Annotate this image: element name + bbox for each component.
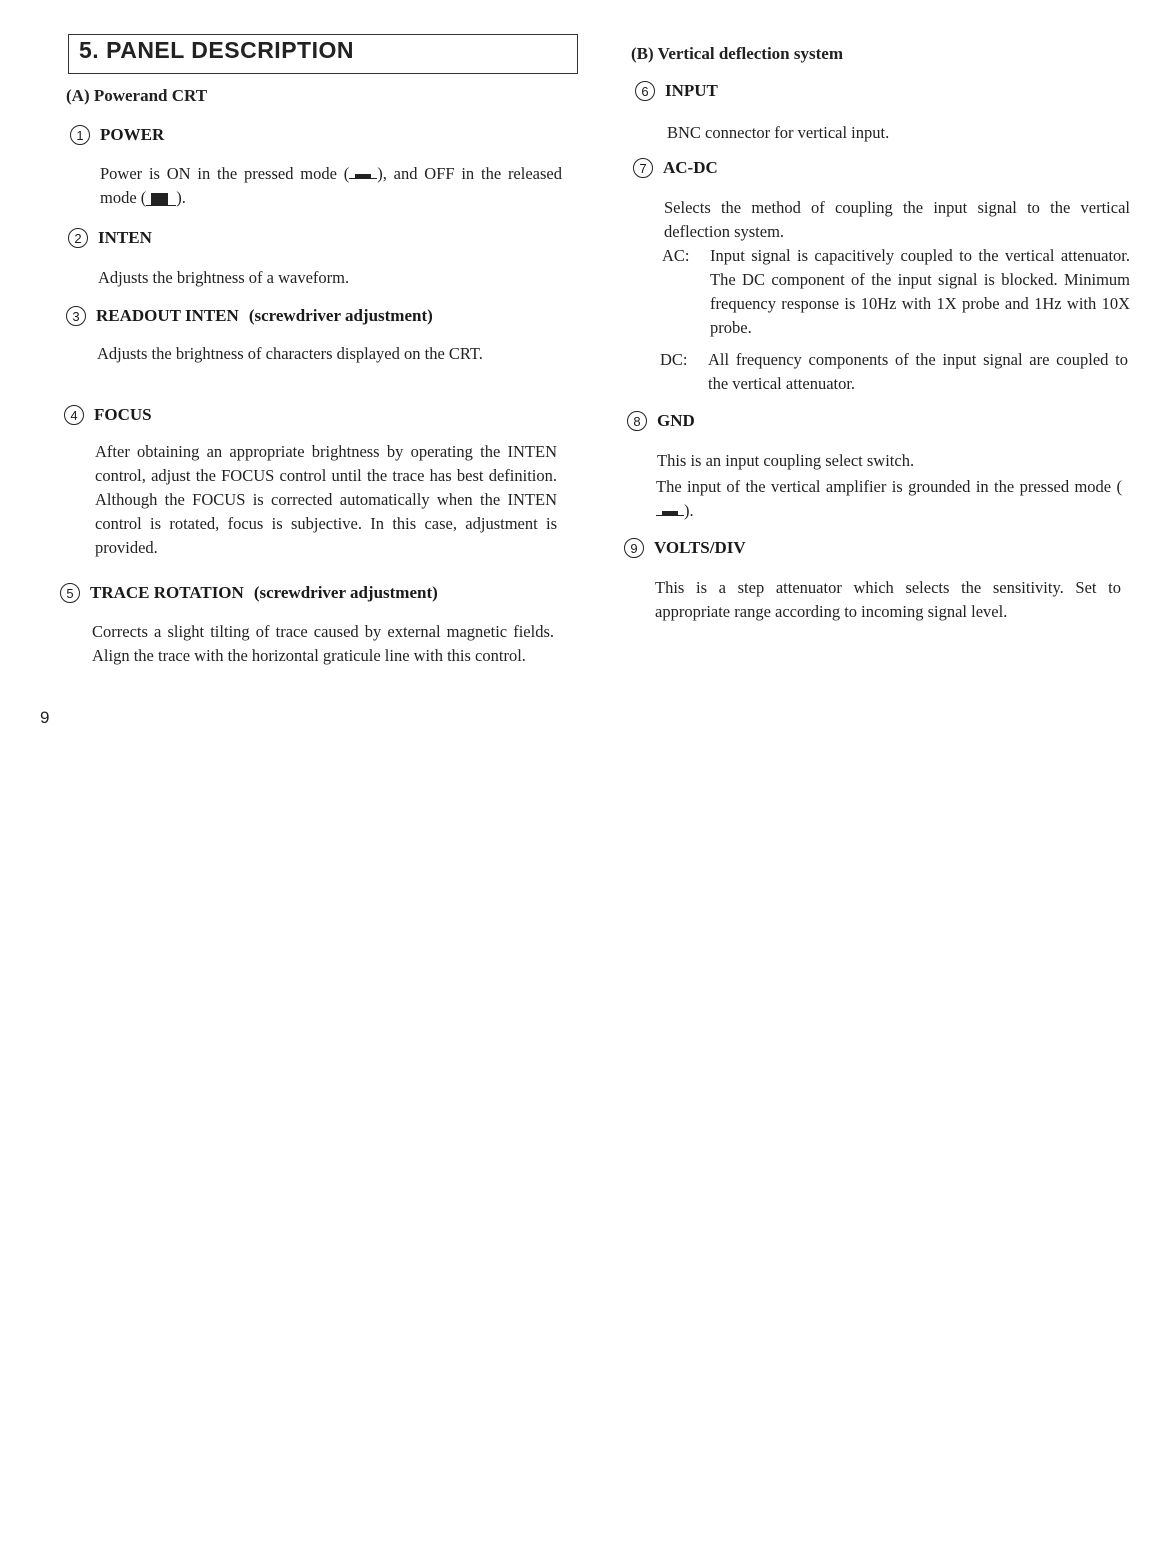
group-heading-b: (B) Vertical deflection system (631, 44, 843, 63)
item-volts-div-name: VOLTS/DIV (654, 538, 746, 557)
item-gnd-heading (627, 411, 695, 431)
item-input-description: BNC connector for vertical input. (667, 123, 890, 142)
item-readout-inten-heading (66, 306, 433, 326)
section-title: 5. PANEL DESCRIPTION (79, 37, 354, 63)
number-2-icon: 2 (68, 228, 88, 248)
item-power-name: POWER (100, 125, 165, 144)
item-ac-dc-heading (633, 158, 718, 178)
number-1-icon: 1 (70, 125, 90, 145)
item-readout-inten-note: (screwdriver adjustment) (248, 306, 433, 325)
number-4-icon: 4 (64, 405, 84, 425)
ac-text: Input signal is capacitively coupled to the vertical attenuator. The DC component of the input signal is blocked. Minimum frequency response is 10Hz with 1X probe and 1Hz with 10X probe. (710, 246, 1130, 337)
number-9-icon: 9 (624, 538, 644, 558)
power-text-c: ). (176, 188, 186, 207)
number-8-icon: 8 (627, 411, 647, 431)
page-number: 9 (40, 708, 50, 727)
item-focus-name: FOCUS (94, 405, 152, 424)
dc-label: DC: (660, 350, 688, 369)
item-input-name: INPUT (665, 81, 718, 100)
number-7-icon: 7 (633, 158, 653, 178)
item-input-heading (635, 81, 718, 101)
number-5-icon: 5 (60, 583, 80, 603)
item-gnd-line-1: This is an input coupling select switch. (657, 451, 915, 470)
item-trace-rotation-description: Corrects a slight tilting of trace caused by external magnetic fields. Align the trace with the horizontal graticule line with this control. (92, 622, 554, 665)
item-power-heading (70, 125, 164, 145)
ac-label: AC: (662, 246, 690, 265)
item-volts-div-heading (624, 538, 746, 558)
power-text-a: Power is ON in the pressed mode ( (100, 164, 350, 183)
power-text-b: ), and OFF in the released mode ( (100, 164, 562, 207)
item-ac-dc-description: Selects the method of coupling the input signal to the vertical deflection system. (664, 198, 1130, 241)
item-ac-dc-name: AC-DC (663, 158, 718, 177)
number-6-icon: 6 (635, 81, 655, 101)
item-power-description (100, 162, 562, 210)
group-heading-a: (A) Powerand CRT (66, 86, 208, 105)
item-inten-heading (68, 228, 152, 248)
item-readout-inten-name: READOUT INTEN (96, 306, 239, 325)
item-trace-rotation-name: TRACE ROTATION (90, 583, 244, 602)
number-3-icon: 3 (66, 306, 86, 326)
item-readout-inten-description: Adjusts the brightness of characters displayed on the CRT. (97, 344, 483, 363)
dc-text: All frequency components of the input signal are coupled to the vertical attenuator. (708, 350, 1128, 393)
item-inten-name: INTEN (98, 228, 152, 247)
section-title-box (68, 34, 578, 74)
ac-definition (662, 244, 1130, 340)
item-focus-heading (64, 405, 152, 425)
item-gnd-name: GND (657, 411, 695, 430)
pressed-button-icon (656, 507, 684, 517)
item-gnd-description (656, 475, 1122, 523)
dc-definition (660, 348, 1128, 396)
released-button-icon (146, 191, 176, 207)
item-trace-rotation-note: (screwdriver adjustment) (253, 583, 438, 602)
item-inten-description: Adjusts the brightness of a waveform. (98, 268, 350, 287)
item-trace-rotation-heading (60, 583, 438, 603)
gnd-text-b: ). (684, 501, 694, 520)
item-volts-div-description: This is a step attenuator which selects the sensitivity. Set to appropriate range according to incoming signal level. (655, 578, 1121, 621)
item-focus-description: After obtaining an appropriate brightness by operating the INTEN control, adjust the FOCUS control until the trace has best definition. Although the FOCUS is corrected automatically when the INTEN control is rotated, focus is subjective. In this case, adjustment is provided. (95, 442, 557, 557)
gnd-text-a: The input of the vertical amplifier is grounded in the pressed mode ( (656, 477, 1122, 496)
pressed-button-icon (349, 170, 377, 180)
